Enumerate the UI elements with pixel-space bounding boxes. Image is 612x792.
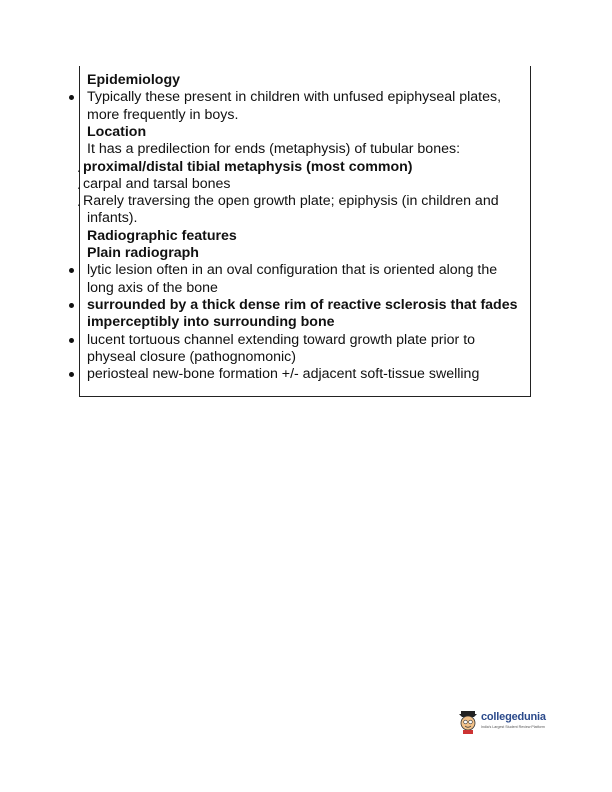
line-text: more frequently in boys. <box>87 106 239 123</box>
bullet-icon <box>69 268 74 273</box>
line-text: long axis of the bone <box>87 279 218 296</box>
line-text: It has a predilection for ends (metaphysis) of tubular bones: <box>87 141 461 158</box>
line-text: Location <box>87 123 147 140</box>
bullet-icon <box>69 303 74 308</box>
line-text: proximal/distal tibial metaphysis (most common) <box>83 158 413 175</box>
collegedunia-logo <box>458 708 568 738</box>
list-dot-icon: . <box>77 158 81 175</box>
bullet-icon <box>69 372 74 377</box>
mascot-icon <box>458 710 478 734</box>
line-text: surrounded by a thick dense rim of reactive sclerosis that fades <box>87 296 518 313</box>
bullet-icon <box>69 338 74 343</box>
bullet-icon <box>69 95 74 100</box>
line-text: Rarely traversing the open growth plate; epiphysis (in children and <box>83 193 499 210</box>
line-text: carpal and tarsal bones <box>83 175 231 192</box>
line-text: periosteal new-bone formation +/- adjacent soft-tissue swelling <box>87 366 480 383</box>
logo-text: collegedunia <box>481 711 546 723</box>
line-text: lytic lesion often in an oval configuration that is oriented along the <box>87 262 498 279</box>
line-text: physeal closure (pathognomonic) <box>87 348 296 365</box>
list-dot-icon: . <box>77 193 81 210</box>
line-text: lucent tortuous channel extending toward growth plate prior to <box>87 331 476 348</box>
line-text: Typically these present in children with unfused epiphyseal plates, <box>87 89 502 106</box>
line-text: Radiographic features <box>87 227 237 244</box>
line-text: Epidemiology <box>87 72 181 88</box>
line-text: Plain radiograph <box>87 245 199 261</box>
line-text: infants). <box>87 210 138 227</box>
line-text: imperceptibly into surrounding bone <box>87 314 335 331</box>
logo-tagline: India's Largest Student Review Platform <box>481 725 545 729</box>
list-dot-icon: . <box>77 175 81 192</box>
